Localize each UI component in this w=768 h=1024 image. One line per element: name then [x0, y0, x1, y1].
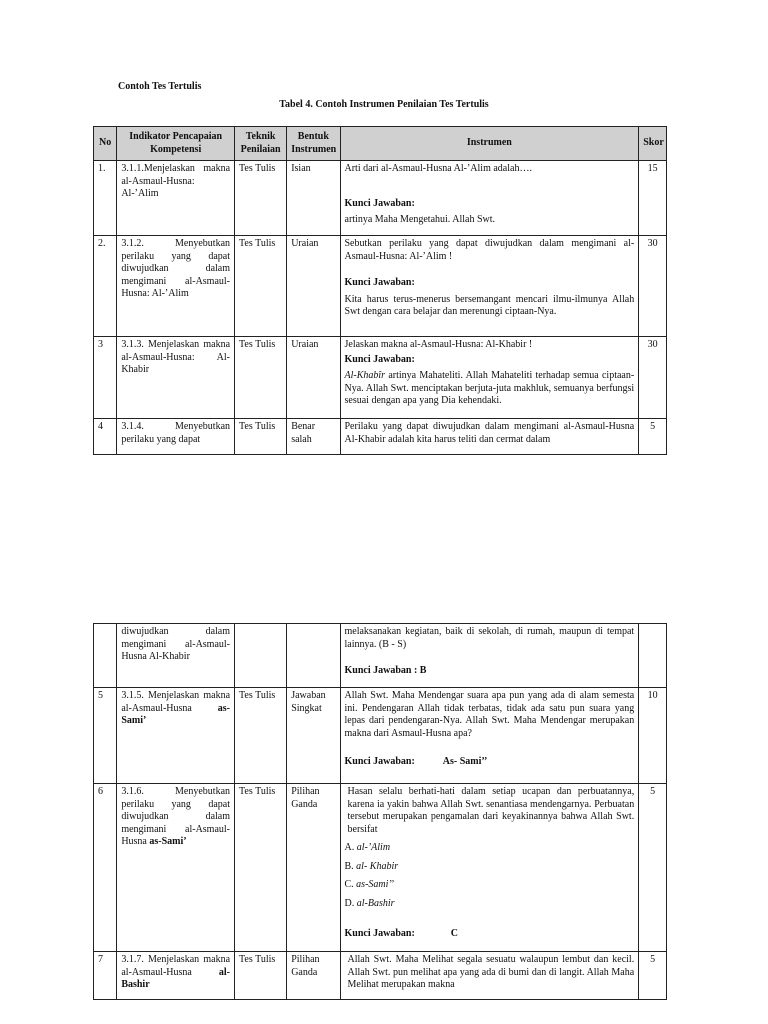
option-d: [345, 898, 635, 911]
table-row: [94, 337, 667, 419]
question-text: Arti dari al-Asmaul-Husna Al-’Alim adalah….: [344, 163, 532, 174]
section-title: Contoh Tes Tertulis: [118, 81, 202, 92]
row-bentuk: Benar salah: [287, 419, 340, 455]
row-no: 2.: [94, 236, 117, 337]
row-instrumen: [340, 161, 639, 236]
answer-key-value: C: [450, 928, 459, 939]
row-indikator: 3.1.4. Menyebutkan perilaku yang dapat: [117, 419, 235, 455]
indikator-term: as-Sami’: [121, 702, 231, 726]
row-indikator: [117, 952, 235, 1000]
row-indikator: diwujudkan dalam mengimani al-Asmaul-Husna Al-Khabir: [117, 624, 235, 688]
answer-term: Al-Khabîr: [344, 370, 386, 381]
answer-key: [345, 928, 635, 941]
answer-key-label: Kunci Jawaban:: [344, 197, 415, 209]
row-teknik: Tes Tulis: [235, 952, 287, 1000]
option-text: al-Bashir: [356, 897, 395, 909]
answer-text: Kita harus terus-menerus bersemangant mencari ilmu-ilmunya Allah Swt dengan cara belajar dan merenungi ciptaan-Nya.: [344, 293, 635, 317]
row-instrumen: [340, 624, 639, 688]
row-indikator: 3.1.3. Menjelaskan makna al-Asmaul-Husna: Al-Khabir: [117, 337, 235, 419]
option-c: [345, 879, 635, 892]
assessment-table-part-2: [93, 623, 667, 1000]
answer-key-value: As- Sami’’: [442, 756, 488, 767]
row-indikator: [117, 784, 235, 952]
row-no: 7: [94, 952, 117, 1000]
row-no: 5: [94, 688, 117, 784]
row-instrumen: [340, 688, 639, 784]
row-no: [94, 624, 117, 688]
row-teknik: Tes Tulis: [235, 161, 287, 236]
question-text: melaksanakan kegiatan, baik di sekolah, di rumah, maupun di tempat lainnya. (B - S): [344, 626, 635, 650]
header-teknik: Teknik Penilaian: [235, 127, 287, 161]
row-teknik: Tes Tulis: [235, 337, 287, 419]
row-skor: 30: [639, 337, 667, 419]
indikator-text: 3.1.7. Menjelaskan makna al-Asmaul-Husna: [121, 954, 231, 978]
option-label: A.: [344, 842, 355, 853]
row-teknik: [235, 624, 287, 688]
row-instrumen: [340, 236, 639, 337]
row-bentuk: Uraian: [287, 337, 340, 419]
option-label: C.: [344, 879, 354, 890]
indikator-term: as-Sami’: [149, 836, 187, 847]
row-bentuk: [287, 624, 340, 688]
row-skor: 5: [639, 419, 667, 455]
header-instrumen: Instrumen: [340, 127, 639, 161]
answer-key-label: Kunci Jawaban:: [344, 353, 415, 365]
row-bentuk: Isian: [287, 161, 340, 236]
indikator-text: 3.1.6. Menyebutkan perilaku yang dapat diwujudkan dalam mengimani al-Asmaul-Husna: [121, 786, 231, 847]
option-a: [345, 842, 635, 855]
row-no: 4: [94, 419, 117, 455]
row-no: 3: [94, 337, 117, 419]
row-skor: 5: [639, 952, 667, 1000]
row-skor: [639, 624, 667, 688]
row-bentuk: Pilihan Ganda: [287, 952, 340, 1000]
question-text: Allah Swt. Maha Mendengar suara apa pun yang ada di alam semesta ini. Pendengaran Allah tidak terbatas, tidak ada satu pun suara yang lepas dari pendengaran-Nya. Allah Swt. Maha Mendengar merupakan makna dari Asmaul-Husna apa?: [344, 690, 635, 739]
header-indikator: Indikator Pencapaian Kompetensi: [117, 127, 235, 161]
row-indikator: [117, 688, 235, 784]
question-text: Hasan selalu berhati-hati dalam setiap ucapan dan perbuatannya, karena ia yakin bahwa Allah Swt. senantiasa mendengarnya. Perbuatan tersebut merupakan pengamalan dari keyakinannya bahwa Allah Swt. bersifat: [347, 786, 635, 835]
row-skor: 10: [639, 688, 667, 784]
table-row: [94, 784, 667, 952]
answer-key-label: Kunci Jawaban:: [344, 928, 415, 939]
table-row: [94, 688, 667, 784]
table-header-row: [94, 127, 667, 161]
option-b: [345, 861, 635, 874]
option-label: B.: [344, 860, 354, 872]
row-no: 6: [94, 784, 117, 952]
answer-key-label: Kunci Jawaban:: [344, 277, 415, 288]
table-row: [94, 624, 667, 688]
option-text: al-’Alim: [356, 842, 391, 853]
row-skor: 5: [639, 784, 667, 952]
answer-key-label: Kunci Jawaban:: [344, 756, 415, 767]
row-skor: 15: [639, 161, 667, 236]
row-teknik: Tes Tulis: [235, 688, 287, 784]
question-text: Allah Swt. Maha Melihat segala sesuatu walaupun lembut dan kecil. Allah Swt. pun melihat apa yang ada di bumi dan di langit. Allah Maha Melihat merupakan makna: [347, 954, 635, 990]
option-label: D.: [344, 897, 355, 909]
table-row: [94, 161, 667, 236]
row-bentuk: Jawaban Singkat: [287, 688, 340, 784]
header-no: No: [94, 127, 117, 161]
answer-text: artinya Maha Mengetahui. Allah Swt.: [344, 214, 496, 225]
row-instrumen: [340, 952, 639, 1000]
row-no: 1.: [94, 161, 117, 236]
answer-key: [345, 756, 635, 769]
answer-body: artinya Mahateliti. Allah Mahateliti terhadap semua ciptaan-Nya. Allah Swt. menciptakan berjuta-juta makhluk, semuanya berfungsi sesuai dengan apa yang Dia kehendaki.: [344, 370, 635, 406]
option-text: al- Khabir: [356, 860, 399, 872]
table-row: [94, 419, 667, 455]
row-instrumen: [340, 784, 639, 952]
row-instrumen: [340, 337, 639, 419]
table-row: [94, 236, 667, 337]
question-text: Perilaku yang dapat diwujudkan dalam mengimani al-Asmaul-Husna Al-Khabir adalah kita harus teliti dan cermat dalam: [344, 421, 635, 445]
row-indikator: 3.1.2. Menyebutkan perilaku yang dapat diwujudkan dalam mengimani al-Asmaul-Husna: Al-’Alim: [117, 236, 235, 337]
answer-key-label: Kunci Jawaban : B: [344, 665, 427, 676]
row-indikator: 3.1.1.Menjelaskan makna al-Asmaul-Husna: Al-’Alim: [117, 161, 235, 236]
header-bentuk: Bentuk Instrumen: [287, 127, 340, 161]
row-skor: 30: [639, 236, 667, 337]
row-bentuk: Pilihan Ganda: [287, 784, 340, 952]
table-title: Tabel 4. Contoh Instrumen Penilaian Tes Tertulis: [279, 99, 489, 110]
header-skor: Skor: [639, 127, 667, 161]
assessment-table-part-1: [93, 126, 667, 455]
row-teknik: Tes Tulis: [235, 419, 287, 455]
indikator-text: 3.1.5. Menjelaskan makna al-Asmaul-Husna: [121, 690, 231, 714]
answer-text: [345, 370, 635, 408]
question-text: Sebutkan perilaku yang dapat diwujudkan dalam mengimani al-Asmaul-Husna: Al-’Alim !: [344, 238, 635, 262]
row-instrumen: [340, 419, 639, 455]
row-teknik: Tes Tulis: [235, 236, 287, 337]
indikator-term: al-Bashir: [121, 966, 231, 990]
row-teknik: Tes Tulis: [235, 784, 287, 952]
row-bentuk: Uraian: [287, 236, 340, 337]
table-row: [94, 952, 667, 1000]
option-text: as-Sami’’: [356, 879, 394, 890]
question-text: Jelaskan makna al-Asmaul-Husna: Al-Khabir !: [344, 339, 533, 350]
